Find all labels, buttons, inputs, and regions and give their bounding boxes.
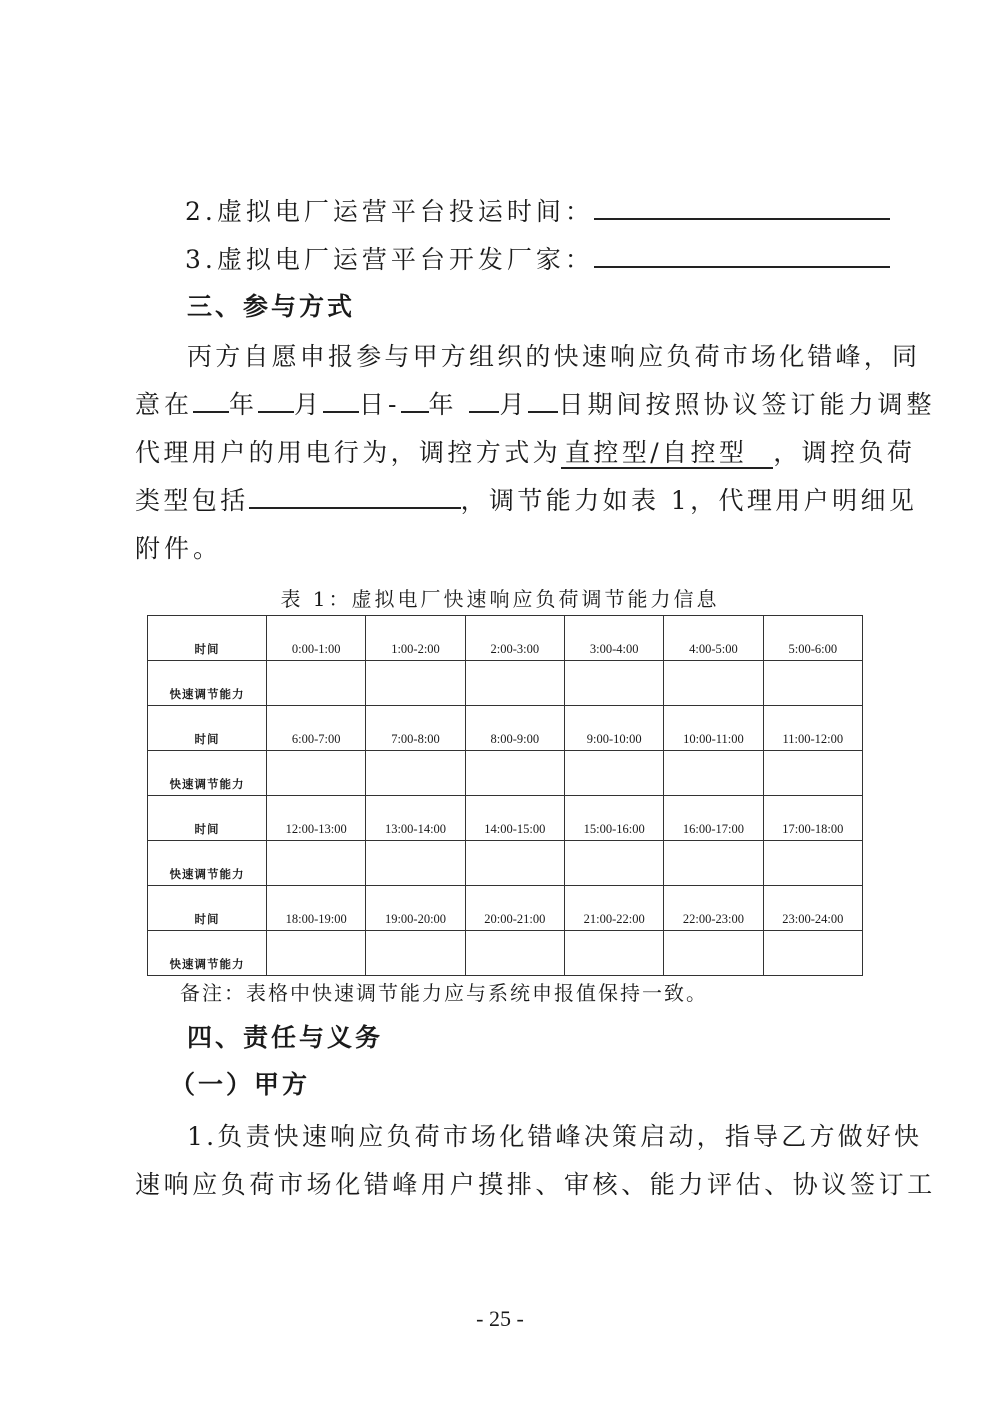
capacity-value-cell[interactable] bbox=[564, 841, 663, 886]
para-text: ，调控负荷 bbox=[773, 438, 916, 467]
para-text: 意在 bbox=[135, 390, 194, 419]
capacity-value-cell[interactable] bbox=[763, 841, 862, 886]
capacity-value-cell[interactable] bbox=[564, 931, 663, 976]
capacity-value-cell[interactable] bbox=[664, 661, 763, 706]
time-row-label: 时间 bbox=[148, 706, 267, 751]
time-slot-cell: 16:00-17:00 bbox=[664, 796, 763, 841]
section-4-para-line-1: 1.负责快速响应负荷市场化错峰决策启动，指导乙方做好快 bbox=[187, 1122, 923, 1151]
load-type-blank[interactable] bbox=[249, 485, 461, 509]
section-4-subheading: （一）甲方 bbox=[170, 1070, 311, 1099]
item-2 bbox=[185, 196, 890, 228]
time-slot-cell: 20:00-21:00 bbox=[465, 886, 564, 931]
time-slot-cell: 18:00-19:00 bbox=[267, 886, 366, 931]
time-slot-cell: 3:00-4:00 bbox=[564, 616, 663, 661]
capacity-value-cell[interactable] bbox=[763, 661, 862, 706]
para-text: 代理用户的用电行为，调控方式为 bbox=[135, 438, 562, 467]
time-slot-cell: 15:00-16:00 bbox=[564, 796, 663, 841]
time-slot-cell: 17:00-18:00 bbox=[763, 796, 862, 841]
time-slot-cell: 22:00-23:00 bbox=[664, 886, 763, 931]
month-label: 月 bbox=[294, 390, 324, 419]
month-end-blank[interactable] bbox=[469, 389, 499, 413]
day-start-blank[interactable] bbox=[323, 389, 359, 413]
month-label: 月 bbox=[499, 390, 529, 419]
capacity-value-cell[interactable] bbox=[366, 841, 465, 886]
capacity-row bbox=[148, 751, 863, 796]
item-2-label: 2.虚拟电厂运营平台投运时间： bbox=[185, 197, 594, 226]
capacity-value-cell[interactable] bbox=[267, 661, 366, 706]
section-3-para-line-2 bbox=[135, 389, 936, 421]
time-slot-cell: 11:00-12:00 bbox=[763, 706, 862, 751]
capacity-value-cell[interactable] bbox=[564, 751, 663, 796]
time-slot-cell: 10:00-11:00 bbox=[664, 706, 763, 751]
capacity-value-cell[interactable] bbox=[366, 661, 465, 706]
day-label: 日- bbox=[359, 390, 401, 419]
time-slot-cell: 19:00-20:00 bbox=[366, 886, 465, 931]
capacity-value-cell[interactable] bbox=[664, 751, 763, 796]
item-3-blank[interactable] bbox=[594, 244, 890, 268]
day-end-blank[interactable] bbox=[528, 389, 558, 413]
capacity-value-cell[interactable] bbox=[465, 931, 564, 976]
time-row bbox=[148, 886, 863, 931]
capacity-value-cell[interactable] bbox=[366, 751, 465, 796]
capacity-value-cell[interactable] bbox=[465, 661, 564, 706]
time-row bbox=[148, 796, 863, 841]
para-text: ，调节能力如表 1，代理用户明细见 bbox=[460, 486, 918, 515]
section-3-para-line-5: 附件。 bbox=[135, 534, 223, 563]
capacity-row-label: 快速调节能力 bbox=[148, 841, 267, 886]
time-row bbox=[148, 706, 863, 751]
year-start-blank[interactable] bbox=[193, 389, 229, 413]
time-slot-cell: 21:00-22:00 bbox=[564, 886, 663, 931]
page-number: - 25 - bbox=[476, 1306, 524, 1331]
capacity-value-cell[interactable] bbox=[763, 931, 862, 976]
section-3-para-line-3 bbox=[135, 437, 915, 469]
time-slot-cell: 4:00-5:00 bbox=[664, 616, 763, 661]
time-row bbox=[148, 616, 863, 661]
time-slot-cell: 23:00-24:00 bbox=[763, 886, 862, 931]
capacity-row-label: 快速调节能力 bbox=[148, 751, 267, 796]
time-slot-cell: 2:00-3:00 bbox=[465, 616, 564, 661]
capacity-row bbox=[148, 661, 863, 706]
para-text: 日期间按照协议签订能力调整 bbox=[558, 390, 936, 419]
section-4-para-line-2: 速响应负荷市场化错峰用户摸排、审核、能力评估、协议签订工 bbox=[135, 1170, 936, 1199]
time-slot-cell: 0:00-1:00 bbox=[267, 616, 366, 661]
time-slot-cell: 12:00-13:00 bbox=[267, 796, 366, 841]
time-row-label: 时间 bbox=[148, 616, 267, 661]
capacity-value-cell[interactable] bbox=[564, 661, 663, 706]
month-start-blank[interactable] bbox=[258, 389, 294, 413]
year-end-blank[interactable] bbox=[401, 389, 429, 413]
year-label: 年 bbox=[229, 390, 259, 419]
time-slot-cell: 14:00-15:00 bbox=[465, 796, 564, 841]
time-row-label: 时间 bbox=[148, 886, 267, 931]
capacity-value-cell[interactable] bbox=[267, 841, 366, 886]
section-3-para-line-1: 丙方自愿申报参与甲方组织的快速响应负荷市场化错峰，同 bbox=[187, 342, 921, 371]
time-slot-cell: 8:00-9:00 bbox=[465, 706, 564, 751]
capacity-value-cell[interactable] bbox=[465, 751, 564, 796]
capacity-row bbox=[148, 841, 863, 886]
capacity-row-label: 快速调节能力 bbox=[148, 661, 267, 706]
control-mode-field[interactable]: 直控型/自控型 bbox=[561, 438, 773, 469]
capacity-value-cell[interactable] bbox=[664, 931, 763, 976]
capacity-value-cell[interactable] bbox=[763, 751, 862, 796]
capacity-table bbox=[147, 615, 863, 976]
section-3-para-line-4 bbox=[135, 485, 917, 517]
capacity-row bbox=[148, 931, 863, 976]
capacity-value-cell[interactable] bbox=[366, 931, 465, 976]
section-4-heading: 四、责任与义务 bbox=[187, 1023, 384, 1052]
time-slot-cell: 1:00-2:00 bbox=[366, 616, 465, 661]
time-slot-cell: 5:00-6:00 bbox=[763, 616, 862, 661]
time-row-label: 时间 bbox=[148, 796, 267, 841]
capacity-value-cell[interactable] bbox=[267, 931, 366, 976]
item-3-label: 3.虚拟电厂运营平台开发厂家： bbox=[185, 245, 594, 274]
item-2-blank[interactable] bbox=[594, 196, 890, 220]
capacity-value-cell[interactable] bbox=[465, 841, 564, 886]
time-slot-cell: 7:00-8:00 bbox=[366, 706, 465, 751]
time-slot-cell: 9:00-10:00 bbox=[564, 706, 663, 751]
time-slot-cell: 6:00-7:00 bbox=[267, 706, 366, 751]
year-label: 年 bbox=[428, 390, 458, 419]
capacity-value-cell[interactable] bbox=[267, 751, 366, 796]
table-caption: 表 1：虚拟电厂快速响应负荷调节能力信息 bbox=[280, 587, 720, 611]
item-3 bbox=[185, 244, 890, 276]
capacity-row-label: 快速调节能力 bbox=[148, 931, 267, 976]
capacity-value-cell[interactable] bbox=[664, 841, 763, 886]
para-text: 类型包括 bbox=[135, 486, 249, 515]
time-slot-cell: 13:00-14:00 bbox=[366, 796, 465, 841]
table-note: 备注：表格中快速调节能力应与系统申报值保持一致。 bbox=[180, 981, 708, 1005]
section-3-heading: 三、参与方式 bbox=[187, 292, 356, 321]
